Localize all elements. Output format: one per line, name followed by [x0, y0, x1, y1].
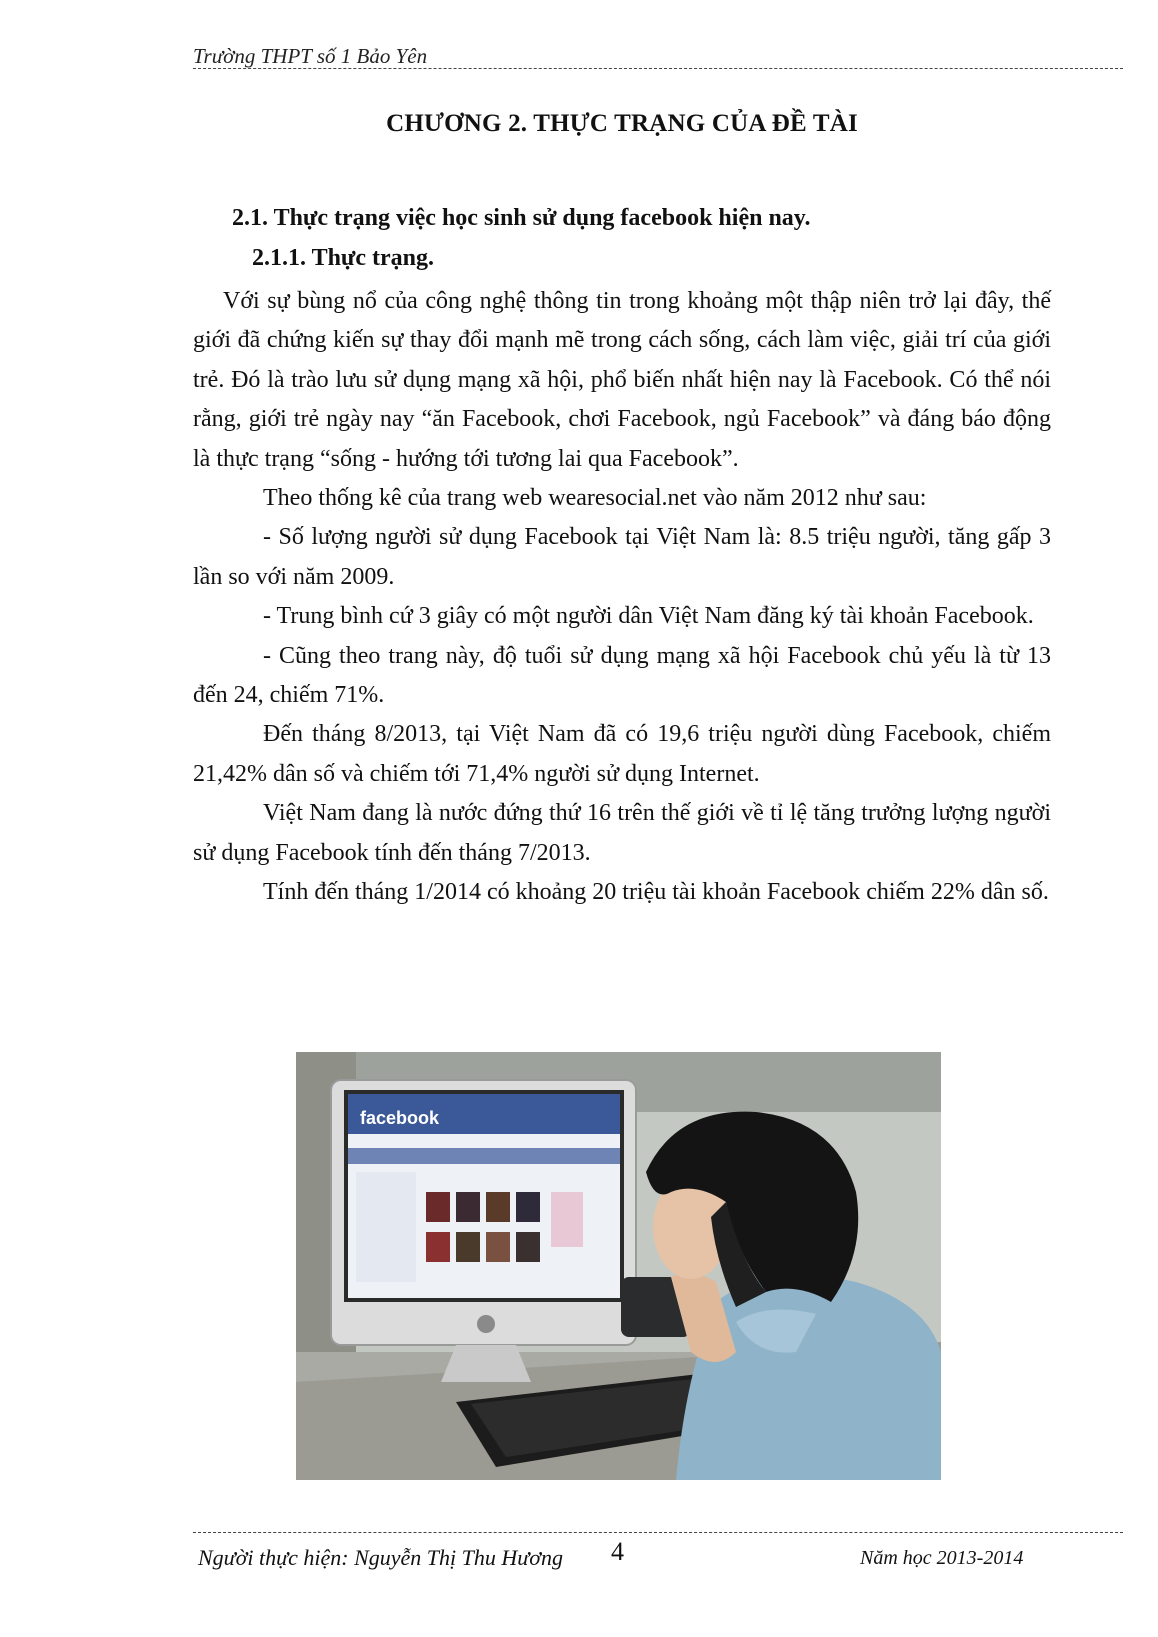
- section-heading: 2.1. Thực trạng việc học sinh sử dụng facebook hiện nay.: [232, 205, 811, 231]
- page-footer: [193, 1532, 1123, 1570]
- page-header: [193, 42, 1123, 69]
- paragraph-stat-growth: Việt Nam đang là nước đứng thứ 16 trên thế giới về tỉ lệ tăng trưởng lượng người sử dụng Facebook tính đến tháng 7/2013.: [193, 800, 1051, 866]
- footer-school-year: Năm học 2013-2014: [860, 1547, 1024, 1569]
- header-school-name: Trường THPT số 1 Bảo Yên: [193, 44, 428, 68]
- monitor: [331, 1080, 636, 1382]
- paragraph-intro: Với sự bùng nổ của công nghệ thông tin trong khoảng một thập niên trở lại đây, thế giới đã chứng kiến sự thay đổi mạnh mẽ trong cách sống, cách làm việc, giải trí của giới trẻ. Đó là trào lưu sử dụng mạng xã hội, phổ biến nhất hiện nay là Facebook. Có thể nói rằng, giới trẻ ngày nay “ăn Facebook, chơi Facebook, ngủ Facebook” và đáng báo động là thực trạng “sống - hướng tới tương lai qua Facebook”.: [193, 288, 1051, 472]
- screen-brand-label: facebook: [360, 1108, 440, 1128]
- chapter-title: CHƯƠNG 2. THỰC TRẠNG CỦA ĐỀ TÀI: [386, 110, 858, 137]
- footer-author: Người thực hiện: Nguyễn Thị Thu Hương: [198, 1545, 564, 1570]
- paragraph-stat-age: - Cũng theo trang này, độ tuổi sử dụng mạng xã hội Facebook chủ yếu là từ 13 đến 24, chiếm 71%.: [193, 642, 1051, 709]
- paragraph-stat-2013: Đến tháng 8/2013, tại Việt Nam đã có 19,6 triệu người dùng Facebook, chiếm 21,42% dân số và chiếm tới 71,4% người sử dụng Internet.: [193, 721, 1051, 787]
- paragraph-stat-registration: - Trung bình cứ 3 giây có một người dân Việt Nam đăng ký tài khoản Facebook.: [263, 603, 1034, 630]
- photo-girl-at-computer: [296, 1052, 941, 1480]
- paragraph-stats-source: Theo thống kê của trang web wearesocial.net vào năm 2012 như sau:: [263, 485, 927, 512]
- subsection-heading: 2.1.1. Thực trạng.: [252, 245, 434, 271]
- body-text: [193, 282, 1051, 913]
- paragraph-stat-users: - Số lượng người sử dụng Facebook tại Việt Nam là: 8.5 triệu người, tăng gấp 3 lần so với năm 2009.: [193, 524, 1051, 590]
- paragraph-stat-2014: Tính đến tháng 1/2014 có khoảng 20 triệu tài khoản Facebook chiếm 22% dân số.: [263, 879, 1049, 906]
- page-number: 4: [611, 1537, 624, 1566]
